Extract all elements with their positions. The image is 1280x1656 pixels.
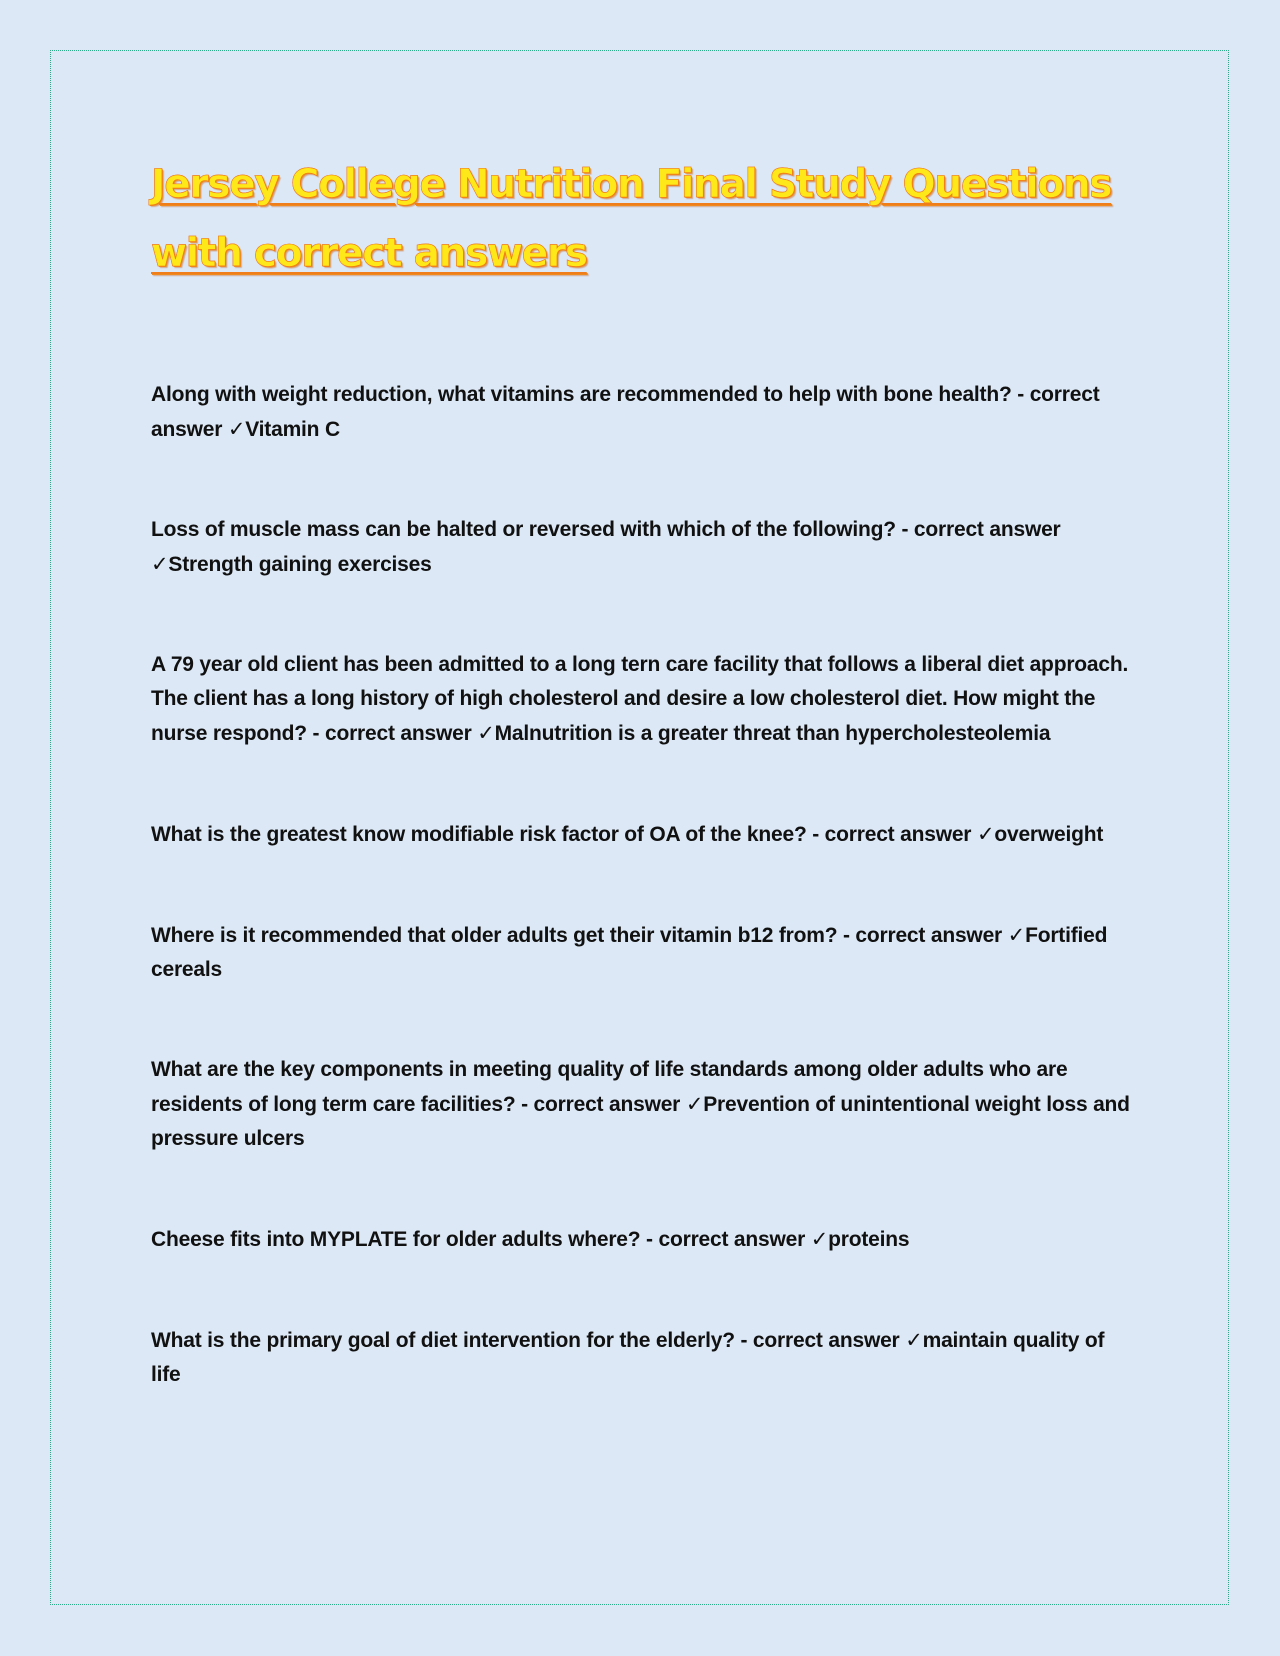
- question-list: [151, 378, 1131, 1392]
- answer-prefix: correct answer: [533, 1093, 681, 1116]
- answer-prefix: correct answer: [824, 823, 972, 846]
- answer-prefix: correct answer: [855, 924, 1003, 947]
- question-item: [151, 918, 1131, 987]
- answer-prefix: correct answer: [752, 1329, 900, 1352]
- question-text: What are the key components in meeting quality of life standards among older adults who are residents of long term care facilities? -: [151, 1058, 1068, 1116]
- answer-text: maintain quality of life: [151, 1329, 1105, 1386]
- question-item: [151, 648, 1131, 751]
- answer-text: overweight: [994, 823, 1104, 846]
- question-text: Along with weight reduction, what vitamins are recommended to help with bone health? -: [151, 383, 1025, 406]
- question-item: [151, 1222, 1131, 1257]
- question-item: [151, 513, 1131, 582]
- answer-text: Malnutrition is a greater threat than hypercholesteolemia: [494, 722, 1051, 745]
- answer-text: Prevention of unintentional weight loss and pressure ulcers: [151, 1093, 1130, 1150]
- question-item: [151, 1323, 1131, 1392]
- answer-text: Vitamin C: [245, 418, 340, 441]
- question-text: Where is it recommended that older adults get their vitamin b12 from? -: [151, 924, 850, 947]
- question-item: [151, 817, 1131, 852]
- checkmark-icon: ✓: [976, 822, 995, 846]
- checkmark-icon: ✓: [1007, 923, 1026, 947]
- question-text: Loss of muscle mass can be halted or reversed with which of the following? -: [151, 518, 909, 541]
- document-title-line-1: Jersey College Nutrition Final Study Questions: [151, 162, 1112, 207]
- answer-prefix: correct answer: [151, 383, 1100, 441]
- checkmark-icon: ✓: [477, 721, 495, 745]
- question-text: Cheese fits into MYPLATE for older adults where? -: [151, 1228, 653, 1251]
- answer-text: Fortified cereals: [151, 924, 1108, 981]
- document-content: [151, 150, 1131, 1392]
- answer-prefix: correct answer: [913, 518, 1061, 541]
- checkmark-icon: ✓: [227, 417, 246, 441]
- question-item: [151, 378, 1131, 447]
- answer-prefix: correct answer: [324, 722, 472, 745]
- answer-text: proteins: [828, 1228, 910, 1251]
- document-title: [151, 150, 1131, 288]
- checkmark-icon: ✓: [151, 552, 169, 576]
- question-text: What is the primary goal of diet intervention for the elderly? -: [151, 1329, 748, 1352]
- checkmark-icon: ✓: [905, 1328, 923, 1352]
- answer-prefix: correct answer: [658, 1228, 806, 1251]
- question-text: A 79 year old client has been admitted to a long tern care facility that follows a liberal diet approach. The client has a long history of high cholesterol and desire a low cholesterol diet. How might the nurse respond? -: [151, 653, 1129, 745]
- checkmark-icon: ✓: [685, 1092, 704, 1116]
- question-text: What is the greatest know modifiable risk factor of OA of the knee? -: [151, 823, 820, 846]
- question-item: [151, 1053, 1131, 1156]
- document-title-line-2: with correct answers: [151, 231, 587, 276]
- answer-text: Strength gaining exercises: [168, 553, 432, 576]
- checkmark-icon: ✓: [810, 1227, 829, 1251]
